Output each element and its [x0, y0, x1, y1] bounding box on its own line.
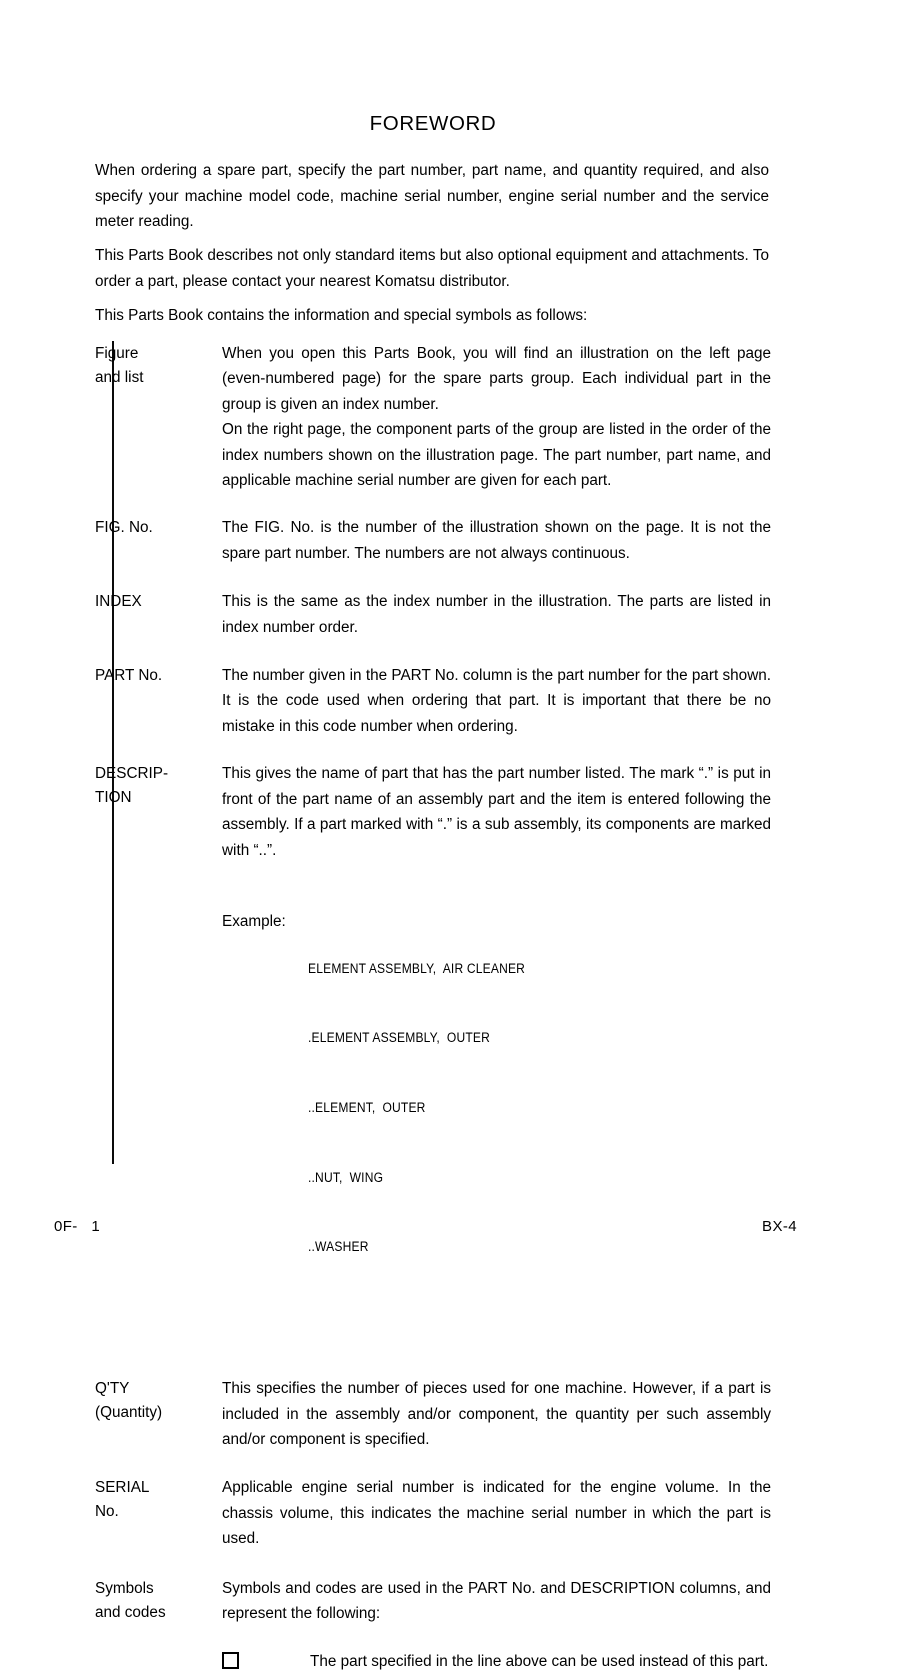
term-description [95, 761, 215, 810]
definition-table [95, 341, 771, 1675]
intro-paragraph-1: When ordering a spare part, specify the part number, part name, and quantity required, and also specify your machine model code, machine serial number, engine serial number and the service meter reading. [95, 162, 769, 231]
term-figure-and-list [95, 341, 215, 390]
example-first-row [222, 910, 771, 1304]
term-fig-no: FIG. No. [95, 519, 153, 537]
term-line: and codes [95, 1603, 166, 1621]
example-line: ELEMENT ASSEMBLY, AIR CLEANER [308, 960, 526, 976]
term-line: Q'TY [95, 1380, 130, 1398]
term-line: DESCRIP- [95, 765, 169, 783]
term-line: Symbols [95, 1579, 154, 1597]
footer-page-number: 0F- 1 [54, 1218, 101, 1235]
example-line: .ELEMENT ASSEMBLY, OUTER [308, 1030, 490, 1046]
description-serial-no: Applicable engine serial number is indicated for the engine volume. In the chassis volume, this indicates the machine serial number in which the part is used. [222, 1479, 771, 1548]
description-paragraph: When you open this Parts Book, you will find an illustration on the left page (even-numbered page) for the spare parts group. Each individual part in the group is given an index number. [222, 345, 771, 413]
term-line: (Quantity) [95, 1404, 163, 1422]
definition-row-serial-no [95, 1475, 771, 1551]
symbol-glyph-cell [222, 1649, 310, 1669]
square-outline-icon [222, 1652, 239, 1669]
description-fig-no: The FIG. No. is the number of the illustration shown on the page. It is not the spare part number. The numbers are not always continuous. [222, 519, 771, 562]
example-lines [308, 910, 525, 1304]
definition-row-fig-no [95, 515, 771, 566]
definition-row-part-no [95, 663, 771, 739]
term-line: and list [95, 369, 144, 386]
definition-row-figure-and-list [95, 341, 771, 493]
term-symbols-and-codes [95, 1576, 215, 1625]
term-qty [95, 1376, 215, 1425]
page-footer [0, 1218, 915, 1242]
example-label: Example: [222, 913, 286, 931]
example-line: ..ELEMENT, OUTER [308, 1099, 426, 1115]
description-example-block [222, 864, 771, 1351]
term-part-no: PART No. [95, 667, 163, 685]
example-line: ..NUT, WING [308, 1169, 384, 1185]
definition-row-symbols-and-codes [95, 1576, 771, 1675]
term-serial-no [95, 1475, 215, 1524]
page-title: FOREWORD [369, 112, 497, 135]
description-qty: This specifies the number of pieces used for one machine. However, if a part is included in the assembly and/or component, the quantity per such assembly and/or component is specified. [222, 1380, 771, 1448]
description-part-no: The number given in the PART No. column is the part number for the part shown. It is the code used when ordering that part. It is important that there be no mistake in this code number when ordering. [222, 667, 771, 735]
example-line: ..WASHER [308, 1239, 369, 1255]
definition-row-index [95, 589, 771, 640]
description-paragraph: On the right page, the component parts of the group are listed in the order of the index numbers shown on the illustration page. The part number, part name, and applicable machine serial number are given for each part. [222, 421, 771, 490]
symbol-legend-row [222, 1649, 771, 1674]
intro-paragraph-2: This Parts Book describes not only standard items but also optional equipment and attachments. To order a part, please contact your nearest Komatsu distributor. [95, 247, 769, 290]
term-line: SERIAL [95, 1479, 150, 1497]
intro-paragraph-3: This Parts Book contains the information and special symbols as follows: [95, 307, 588, 324]
term-line: TION [95, 789, 132, 807]
description-description [215, 761, 771, 1351]
description-symbols-and-codes [215, 1576, 771, 1675]
description-paragraph: Symbols and codes are used in the PART No. and DESCRIPTION columns, and represent the following: [222, 1579, 771, 1623]
footer-document-code: BX-4 [762, 1218, 797, 1235]
term-line: Figure [95, 345, 139, 362]
term-line: No. [95, 1503, 119, 1521]
definition-row-qty [95, 1376, 771, 1452]
symbol-meaning-text: The part specified in the line above can be used instead of this part. [310, 1653, 769, 1671]
term-index: INDEX [95, 593, 142, 611]
description-figure-and-list [215, 341, 771, 493]
definition-row-description [95, 761, 771, 1351]
description-index: This is the same as the index number in the illustration. The parts are listed in index number order. [222, 593, 771, 636]
description-paragraph: This gives the name of part that has the part number listed. The mark “.” is put in front of the part name of an assembly part and the item is entered following the assembly. If a part marked with “.” is a sub assembly, its components are marked with “..”. [222, 765, 771, 859]
